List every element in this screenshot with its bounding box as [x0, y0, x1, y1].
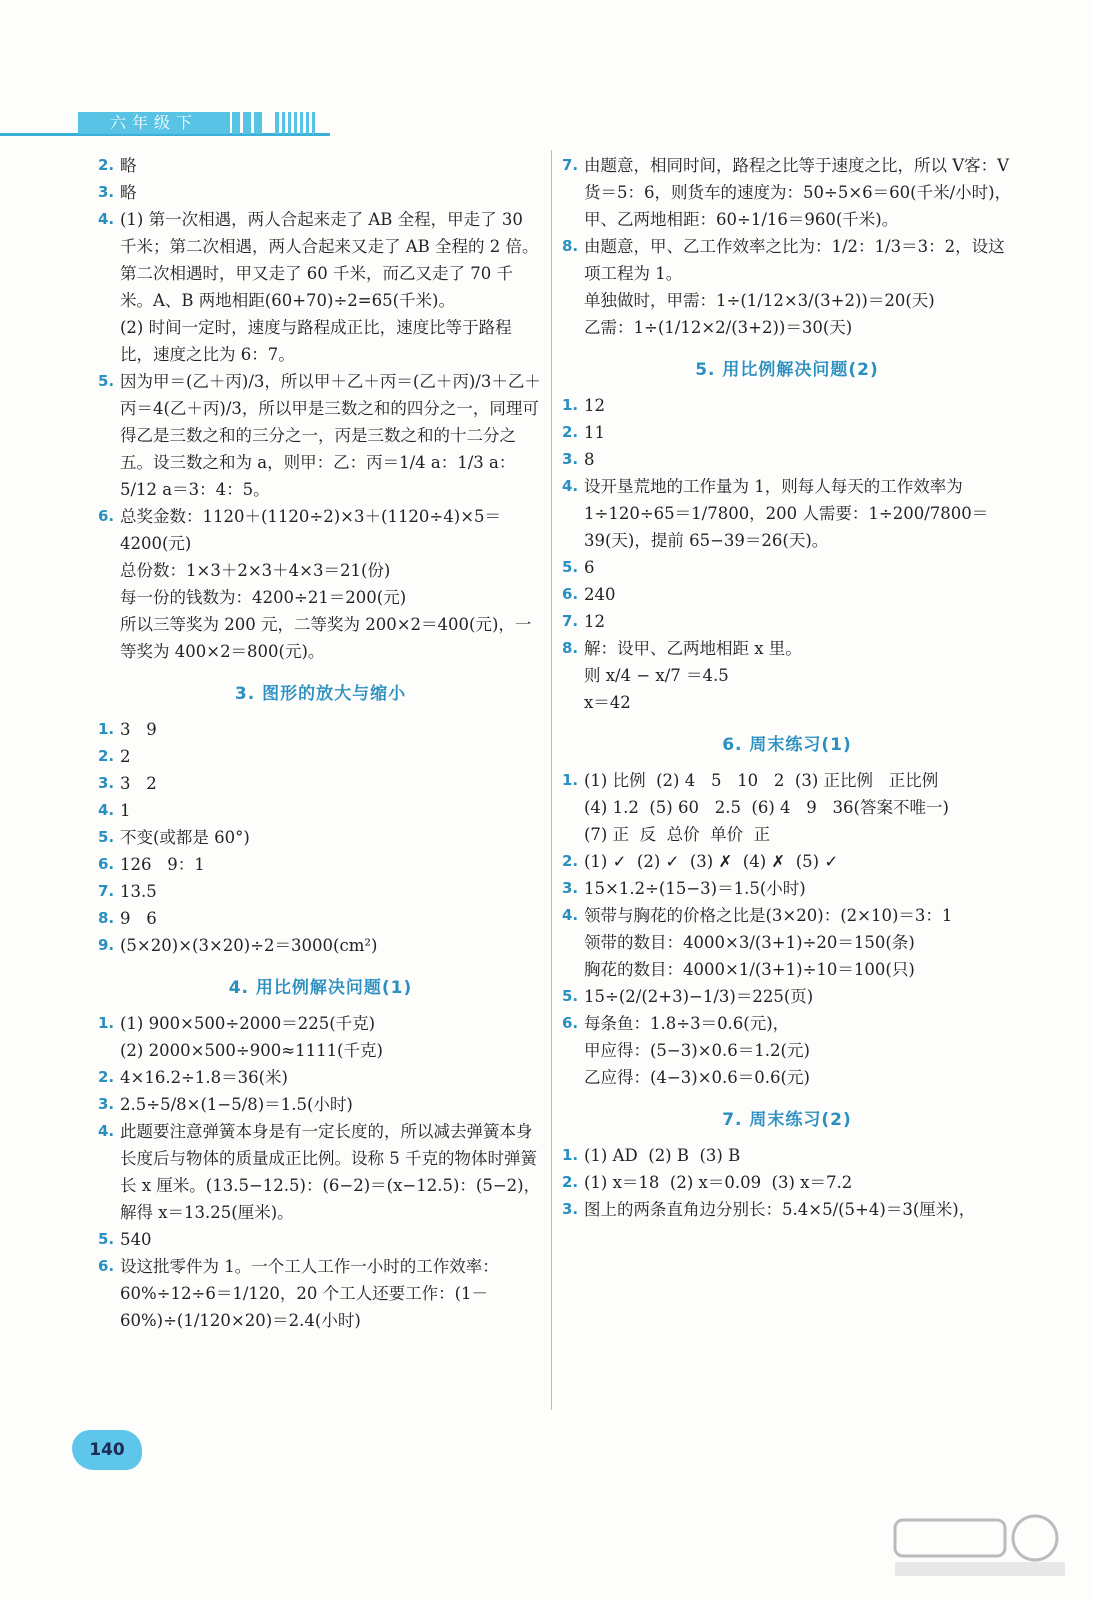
item-number: 9.: [98, 936, 115, 954]
item-number: 4.: [562, 477, 579, 495]
answer-item: [562, 446, 1012, 473]
item-number: 4.: [98, 210, 115, 228]
watermark-logo: [875, 1510, 1075, 1580]
item-number: 5.: [98, 1230, 115, 1248]
item-text: 12: [584, 612, 605, 631]
answer-item: [98, 1010, 543, 1037]
item-text: 13.5: [120, 882, 157, 901]
answer-line: 胸花的数目：4000×1/(3+1)÷10＝100(只): [584, 960, 915, 979]
item-text: 4×16.2÷1.8＝36(米): [120, 1068, 288, 1087]
answer-item: [562, 581, 1012, 608]
answer-item: [562, 848, 1012, 875]
item-text: 3 2: [120, 774, 157, 793]
item-number: 8.: [98, 909, 115, 927]
item-text: (7) 正 反 总价 单价 正: [584, 825, 771, 844]
answer-item: [562, 1196, 1012, 1223]
answer-item: [98, 851, 543, 878]
item-number: 2.: [562, 852, 579, 870]
item-text: 15÷(2/(2+3)−1/3)＝225(页): [584, 987, 814, 1006]
answer-item: [562, 392, 1012, 419]
section-4-answers: [98, 1010, 543, 1334]
item-number: 5.: [562, 987, 579, 1005]
section-5-answers: [562, 392, 1012, 662]
answer-item: [98, 368, 543, 503]
answer-item: [562, 608, 1012, 635]
item-text: 540: [120, 1230, 152, 1249]
item-text: 不变(或都是 60°): [120, 828, 250, 847]
item-number: 1.: [562, 396, 579, 414]
answer-item: [562, 554, 1012, 581]
answer-item: [98, 1037, 543, 1064]
section-title-6: 6. 周末练习(1): [722, 735, 852, 755]
answer-item: [562, 902, 1012, 929]
item-text: 领带与胸花的价格之比是(3×20)：(2×10)＝3：1: [584, 906, 953, 925]
item-text: (4) 1.2 (5) 60 2.5 (6) 4 9 36(答案不唯一): [584, 798, 949, 817]
answer-item: [98, 206, 543, 314]
item-text: 图上的两条直角边分别长：5.4×5/(5+4)＝3(厘米)，: [584, 1200, 976, 1219]
item-text: 8: [584, 450, 595, 469]
item-text: 2.5÷5/8×(1−5/8)＝1.5(小时): [120, 1095, 353, 1114]
answer-line: 每一份的钱数为：4200÷21＝200(元): [120, 588, 407, 607]
answer-item: [562, 875, 1012, 902]
answer-item: [98, 932, 543, 959]
item-number: 1.: [562, 1146, 579, 1164]
answer-item: [562, 233, 1012, 287]
grade-tag: 六年级下: [78, 112, 230, 134]
right-column: [562, 152, 1012, 1223]
item-text: 1: [120, 801, 131, 820]
item-number: 3.: [562, 879, 579, 897]
answer-item: [562, 821, 1012, 848]
item-number: [98, 1037, 120, 1064]
item-number: 6.: [98, 1257, 115, 1275]
answer-line: 则 x/4 − x/7 ＝4.5: [584, 666, 729, 685]
item-number: 2.: [98, 747, 115, 765]
item-text: 略: [120, 183, 137, 202]
answer-line: 所以三等奖为 200 元，二等奖为 200×2＝400(元)，一等奖为 400×2＝800(元)。: [120, 615, 532, 661]
answer-line: 总份数：1×3＋2×3＋4×3＝21(份): [120, 561, 391, 580]
left-answers-a: [98, 152, 543, 557]
header-stripes: [232, 112, 315, 134]
item-number: 2.: [562, 423, 579, 441]
answer-item: [562, 635, 1012, 662]
answer-item: [98, 503, 543, 557]
item-number: 6.: [98, 507, 115, 525]
item-number: [98, 314, 120, 368]
item-text: 因为甲＝(乙＋丙)/3，所以甲＋乙＋丙＝(乙＋丙)/3＋乙＋丙＝4(乙＋丙)/3，所以甲是三数之和的四分之一，同理可得乙是三数之和的三分之一，丙是三数之和的十二分之五。设三数之和为 a，则甲：乙：丙＝1/4 a：1/3 a：5/12 a＝3：4：5。: [120, 372, 541, 499]
item-number: 6.: [98, 855, 115, 873]
item-number: 5.: [98, 372, 115, 390]
answer-item: [98, 1064, 543, 1091]
section-3-answers: [98, 716, 543, 959]
item-number: 3.: [562, 1200, 579, 1218]
answer-line: x＝42: [584, 693, 631, 712]
answer-line: 甲应得：(5−3)×0.6＝1.2(元): [584, 1041, 810, 1060]
section-7-answers: [562, 1142, 1012, 1223]
item-text: 15×1.2÷(15−3)＝1.5(小时): [584, 879, 806, 898]
item-text: 6: [584, 558, 595, 577]
section-title-5: 5. 用比例解决问题(2): [695, 360, 879, 380]
answer-line: 乙应得：(4−3)×0.6＝0.6(元): [584, 1068, 810, 1087]
answer-item: [98, 314, 543, 368]
item-number: 1.: [98, 1014, 115, 1032]
section-title-3: 3. 图形的放大与缩小: [234, 684, 407, 704]
answer-item: [562, 767, 1012, 794]
column-divider: [551, 150, 552, 1410]
item-text: 240: [584, 585, 616, 604]
answer-item: [98, 1118, 543, 1226]
item-text: 126 9：1: [120, 855, 205, 874]
answer-item: [98, 716, 543, 743]
answer-item: [562, 1010, 1012, 1037]
answer-item: [562, 152, 1012, 233]
item-number: 6.: [562, 585, 579, 603]
item-number: 1.: [562, 771, 579, 789]
answer-item: [98, 152, 543, 179]
answer-item: [98, 1091, 543, 1118]
answer-item: [562, 983, 1012, 1010]
item-text: 总奖金数：1120＋(1120÷2)×3＋(1120÷4)×5＝4200(元): [120, 507, 502, 553]
answer-item: [562, 794, 1012, 821]
item-number: 2.: [98, 1068, 115, 1086]
answer-item: [98, 179, 543, 206]
answer-line: 领带的数目：4000×3/(3+1)÷20＝150(条): [584, 933, 915, 952]
answer-item: [98, 824, 543, 851]
item-number: 3.: [98, 774, 115, 792]
item-number: 4.: [98, 1122, 115, 1140]
answer-item: [562, 419, 1012, 446]
answer-item: [98, 797, 543, 824]
item-text: (1) 比例 (2) 4 5 10 2 (3) 正比例 正比例: [584, 771, 939, 790]
answer-item: [98, 878, 543, 905]
item-number: 7.: [98, 882, 115, 900]
item-number: 4.: [562, 906, 579, 924]
section-6-answers: [562, 767, 1012, 929]
item-text: 由题意，甲、乙工作效率之比为：1/2：1/3＝3：2，设这项工程为 1。: [584, 237, 1005, 283]
answer-item: [98, 1253, 543, 1334]
item-text: (1) x＝18 (2) x＝0.09 (3) x＝7.2: [584, 1173, 853, 1192]
answer-item: [562, 1142, 1012, 1169]
right-answers-a: [562, 152, 1012, 287]
item-number: 7.: [562, 156, 579, 174]
item-text: 此题要注意弹簧本身是有一定长度的，所以减去弹簧本身长度后与物体的质量成正比例。设称 5 千克的物体时弹簧长 x 厘米。(13.5−12.5)：(6−2)＝(x−12.5)：(5−2)，解得 x＝13.25(厘米)。: [120, 1122, 541, 1222]
item-number: 2.: [562, 1173, 579, 1191]
answer-item: [562, 473, 1012, 554]
item-text: 解：设甲、乙两地相距 x 里。: [584, 639, 802, 658]
answer-item: [562, 1169, 1012, 1196]
answer-item: [98, 743, 543, 770]
item-text: (2) 时间一定时，速度与路程成正比，速度比等于路程比，速度之比为 6：7。: [120, 318, 512, 364]
section-6-answers-b: [562, 983, 1012, 1037]
answer-line: 单独做时，甲需：1÷(1/12×3/(3+2))＝20(天): [584, 291, 935, 310]
answer-item: [98, 770, 543, 797]
item-number: 4.: [98, 801, 115, 819]
item-text: 3 9: [120, 720, 157, 739]
item-number: 5.: [98, 828, 115, 846]
item-number: 3.: [98, 1095, 115, 1113]
item-text: 由题意，相同时间，路程之比等于速度之比，所以 V客：V货＝5：6，则货车的速度为：50÷5×6＝60(千米/小时)，甲、乙两地相距：60÷1/16＝960(千米)。: [584, 156, 1012, 229]
item-text: (1) 900×500÷2000＝225(千克): [120, 1014, 376, 1033]
item-text: (1) ✓ (2) ✓ (3) ✗ (4) ✗ (5) ✓: [584, 852, 839, 871]
page-number: 140: [72, 1430, 142, 1470]
item-number: 8.: [562, 237, 579, 255]
item-text: 每条鱼：1.8÷3＝0.6(元)，: [584, 1014, 790, 1033]
item-number: 1.: [98, 720, 115, 738]
item-number: 6.: [562, 1014, 579, 1032]
item-text: 设开垦荒地的工作量为 1，则每人每天的工作效率为 1÷120÷65＝1/7800，200 人需要：1÷200/7800＝39(天)，提前 65−39＝26(天)。: [584, 477, 989, 550]
answer-item: [98, 905, 543, 932]
item-text: 9 6: [120, 909, 157, 928]
item-text: (1) 第一次相遇，两人合起来走了 AB 全程，甲走了 30 千米；第二次相遇，两人合起来又走了 AB 全程的 2 倍。第二次相遇时，甲又走了 60 千米，而乙又走了 70 千米。A、B 两地相距(60+70)÷2=65(千米)。: [120, 210, 539, 310]
left-column: [98, 152, 543, 1334]
item-number: [562, 821, 584, 848]
item-number: [562, 794, 584, 821]
item-text: 11: [584, 423, 605, 442]
item-number: 3.: [98, 183, 115, 201]
item-number: 2.: [98, 156, 115, 174]
section-title-7: 7. 周末练习(2): [722, 1110, 852, 1130]
item-number: 5.: [562, 558, 579, 576]
item-number: 8.: [562, 639, 579, 657]
item-text: 设这批零件为 1。一个工人工作一小时的工作效率：60%÷12÷6＝1/120，20 个工人还要工作：(1－60%)÷(1/120×20)＝2.4(小时): [120, 1257, 499, 1330]
item-text: (1) AD (2) B (3) B: [584, 1146, 741, 1165]
item-text: (2) 2000×500÷900≈1111(千克): [120, 1041, 383, 1060]
item-number: 3.: [562, 450, 579, 468]
item-text: 略: [120, 156, 137, 175]
section-title-4: 4. 用比例解决问题(1): [228, 978, 413, 998]
item-text: 12: [584, 396, 605, 415]
item-number: 7.: [562, 612, 579, 630]
item-text: 2: [120, 747, 131, 766]
item-text: (5×20)×(3×20)÷2＝3000(cm²): [120, 936, 378, 955]
answer-item: [98, 1226, 543, 1253]
answer-line: 乙需：1÷(1/12×2/(3+2))＝30(天): [584, 318, 853, 337]
